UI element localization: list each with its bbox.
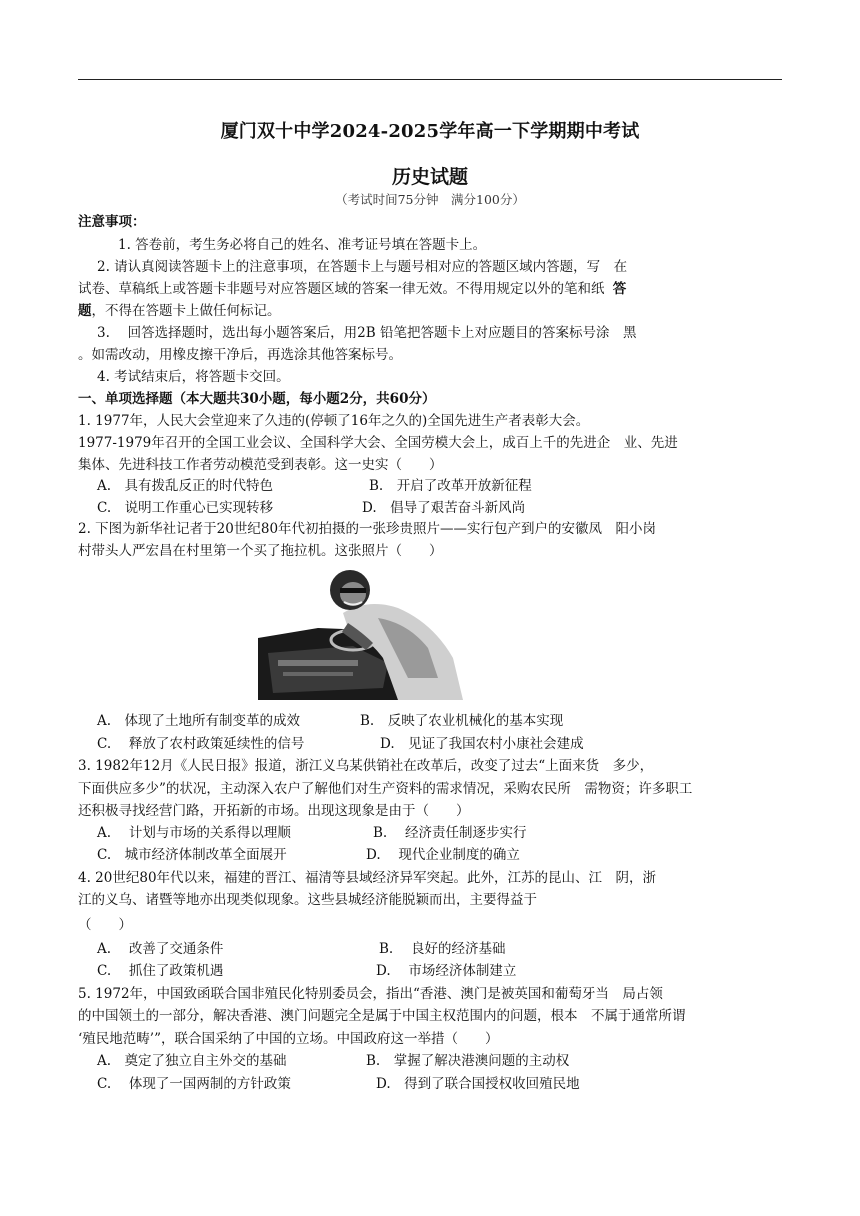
q1-line-3: 集体、先进科技工作者劳动模范受到表彰。这一史实（ ） <box>78 457 443 473</box>
note-2-bold-answer: 答 <box>612 281 627 297</box>
note-2-line-3-text: ，不得在答题卡上做任何标记。 <box>91 303 281 319</box>
q5-option-a: A. 奠定了独立自主外交的基础 <box>97 1053 287 1069</box>
q2-option-a: A. 体现了土地所有制变革的成效 <box>97 713 301 729</box>
subject-title: 历史试题 <box>391 166 468 188</box>
q5-option-c: C. 体现了一国两制的方针政策 <box>97 1076 291 1092</box>
exam-info: （考试时间75分钟 满分100分） <box>335 192 525 207</box>
notes-heading: 注意事项： <box>78 214 146 230</box>
q1-option-d: D. 倡导了艰苦奋斗新风尚 <box>362 500 526 516</box>
q4-line-3: （ ） <box>78 917 132 933</box>
q5-option-b: B. 掌握了解决港澳问题的主动权 <box>366 1053 570 1069</box>
q4-option-a: A. 改善了交通条件 <box>97 941 224 957</box>
q1-option-b: B. 开启了改革开放新征程 <box>369 478 532 494</box>
q3-option-d: D. 现代企业制度的确立 <box>366 847 520 863</box>
note-4: 4. 考试结束后，将答题卡交回。 <box>97 369 290 385</box>
q5-line-1: 5. 1972年，中国致函联合国非殖民化特别委员会，指出“香港、澳门是被英国和葡萄牙当 局占领 <box>78 986 663 1002</box>
q3-line-3: 还积极寻找经营门路，开拓新的市场。出现这现象是由于（ ） <box>78 803 470 819</box>
q4-line-1: 4. 20世纪80年代以来，福建的晋江、福清等县域经济异军突起。此外，江苏的昆山、江 阴，浙 <box>78 870 657 886</box>
q1-option-c: C. 说明工作重心已实现转移 <box>97 500 274 516</box>
q1-line-2: 1977-1979年召开的全国工业会议、全国科学大会、全国劳模大会上，成百上千的先进企 业、先进 <box>78 435 678 451</box>
tractor-photo-image <box>258 568 466 700</box>
q3-line-1: 3. 1982年12月《人民日报》报道，浙江义乌某供销社在改革后，改变了过去“上面来货 多少， <box>78 758 654 774</box>
q2-line-1: 2. 下图为新华社记者于20世纪80年代初拍摄的一张珍贵照片——实行包产到户的安徽凤 阳小岗 <box>78 521 657 537</box>
q1-option-a: A. 具有拨乱反正的时代特色 <box>97 478 274 494</box>
q4-option-b: B. 良好的经济基础 <box>379 941 506 957</box>
note-1: 1. 答卷前，考生务必将自己的姓名、准考证号填在答题卡上。 <box>118 237 487 253</box>
note-3-line-2: 。如需改动，用橡皮擦干净后，再选涂其他答案标号。 <box>78 347 402 363</box>
exam-title: 厦门双十中学2024-2025学年高一下学期期中考试 <box>220 121 640 142</box>
q2-option-c: C. 释放了农村政策延续性的信号 <box>97 736 305 752</box>
q3-option-b: B. 经济责任制逐步实行 <box>373 825 527 841</box>
q3-line-2: 下面供应多少”的状况，主动深入农户了解他们对生产资料的需求情况，采购农民所 需物资；许多职工 <box>78 781 693 797</box>
q5-option-d: D. 得到了联合国授权收回殖民地 <box>376 1076 580 1092</box>
q3-option-a: A. 计划与市场的关系得以理顺 <box>97 825 291 841</box>
header-rule <box>78 79 782 80</box>
q1-line-1: 1. 1977年，人民大会堂迎来了久违的(停顿了16年之久的)全国先进生产者表彰大会。 <box>78 413 590 429</box>
q4-option-d: D. 市场经济体制建立 <box>376 963 517 979</box>
section-1-heading: 一、单项选择题（本大题共30小题，每小题2分，共60分） <box>78 391 436 407</box>
q2-option-d: D. 见证了我国农村小康社会建成 <box>380 736 584 752</box>
q4-option-c: C. 抓住了政策机遇 <box>97 963 224 979</box>
q2-line-2: 村带头人严宏昌在村里第一个买了拖拉机。这张照片（ ） <box>78 543 443 559</box>
note-2-line-2 <box>78 280 626 298</box>
note-2-line-2-text: 试卷、草稿纸上或答题卡非题号对应答题区域的答案一律无效。不得用规定以外的笔和纸 <box>78 281 605 297</box>
q4-line-2: 江的义乌、诸暨等地亦出现类似现象。这些县城经济能脱颖而出，主要得益于 <box>78 892 537 908</box>
q3-option-c: C. 城市经济体制改革全面展开 <box>97 847 287 863</box>
note-2-line-3 <box>78 302 281 320</box>
q2-option-b: B. 反映了农业机械化的基本实现 <box>360 713 564 729</box>
note-3-line-1: 3. 回答选择题时，选出每小题答案后，用2B 铅笔把答题卡上对应题目的答案标号涂 黑 <box>97 325 637 341</box>
q5-line-2: 的中国领土的一部分，解决香港、澳门问题完全是属于中国主权范围内的问题，根本 不属于通常所谓 <box>78 1008 686 1024</box>
note-2-line-1: 2. 请认真阅读答题卡上的注意事项，在答题卡上与题号相对应的答题区域内答题，写 在 <box>97 259 628 275</box>
q5-line-3: ‘殖民地范畴’”，联合国采纳了中国的立场。中国政府这一举措（ ） <box>78 1031 499 1047</box>
note-2-bold-question: 题 <box>78 303 92 319</box>
